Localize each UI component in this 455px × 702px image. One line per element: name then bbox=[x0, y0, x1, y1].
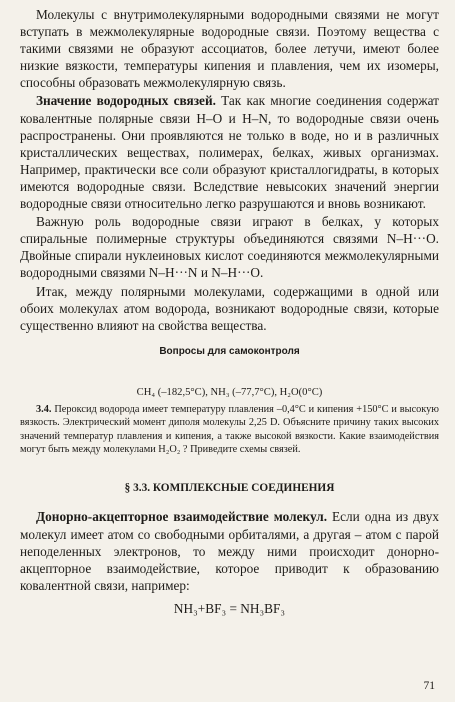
section-title: § 3.3. КОМПЛЕКСНЫЕ СОЕДИНЕНИЯ bbox=[124, 482, 335, 495]
intro-paragraph: Молекулы с внутримолекулярными водородными связями не могут вступать в межмолекулярные водородные связи. Поэтому вещества с такими связями не образуют ассоциатов, более летучи, имеют более низкие вязкости, температуры кипения и плавления, чем их изомеры, способны образовать межмолекулярную связь. bbox=[20, 7, 439, 91]
question-number: 3.4. bbox=[36, 403, 52, 415]
questions-heading: Вопросы для самоконтроля bbox=[159, 345, 300, 357]
question-text: Пероксид водорода имеет температуру плавления –0,4°C и кипения +150°C и высокую вязкость. Электрический момент диполя молекулы 2,25 D. Объясните причину таких высоких значений температур плавления и кипения, а также высокой вязкости. Какие взаимодействия могут быть между молекулами H₂O₂ ? Приведите схемы связей. bbox=[20, 403, 439, 455]
donor-acceptor-text: Если одна из двух молекул имеет атом со свободными орбиталями, а другая – атом с парой неподеленных электронов, то между ними происходит донорно-акцепторное взаимодействие, которое приводит к образованию ковалентной связи, например: bbox=[20, 509, 439, 593]
hbond-paragraph-3: Итак, между полярными молекулами, содержащими в одной или обоих молекулах атом водорода, возникают водородные связи, которые существенно влияют на свойства вещества. bbox=[20, 283, 439, 333]
hbond-heading: Значение водородных связей. bbox=[36, 93, 216, 109]
donor-acceptor-heading: Донорно-акцепторное взаимодействие молекул. bbox=[36, 509, 328, 525]
reaction-formula: NH₃+BF₃ = NH₃BF₃ bbox=[173, 600, 286, 616]
hbond-paragraph-1-text: Так как многие соединения содержат ковалентные полярные связи H–O и H–N, то водородные связи очень распространены. Они проявляются не только в воде, но и в различных кристаллических веществах, полимерах, белках, живых организмах. Например, практически все соли образуют кристаллогидраты, в которых имеются водородные связи. Вследствие невысоких значений энергии водородные связи относительно легко разрушаются и вновь возникают. bbox=[20, 93, 439, 212]
page-number: 71 bbox=[423, 680, 435, 692]
hbond-paragraph-2: Важную роль водородные связи играют в белках, у которых спиральные полимерные структуры объединяются связями N–H···O. Двойные спирали нуклеиновых кислот соединяются межмолекулярными водородными связями N–H···N и N–H···O. bbox=[20, 214, 439, 281]
question-3-4 bbox=[20, 403, 439, 457]
donor-acceptor-paragraph bbox=[20, 508, 439, 593]
boiling-points-formula: CH₄ (–182,5°C), NH₃ (–77,7°C), H₂O(0°C) bbox=[136, 386, 323, 398]
hbond-paragraph-1 bbox=[20, 92, 439, 212]
